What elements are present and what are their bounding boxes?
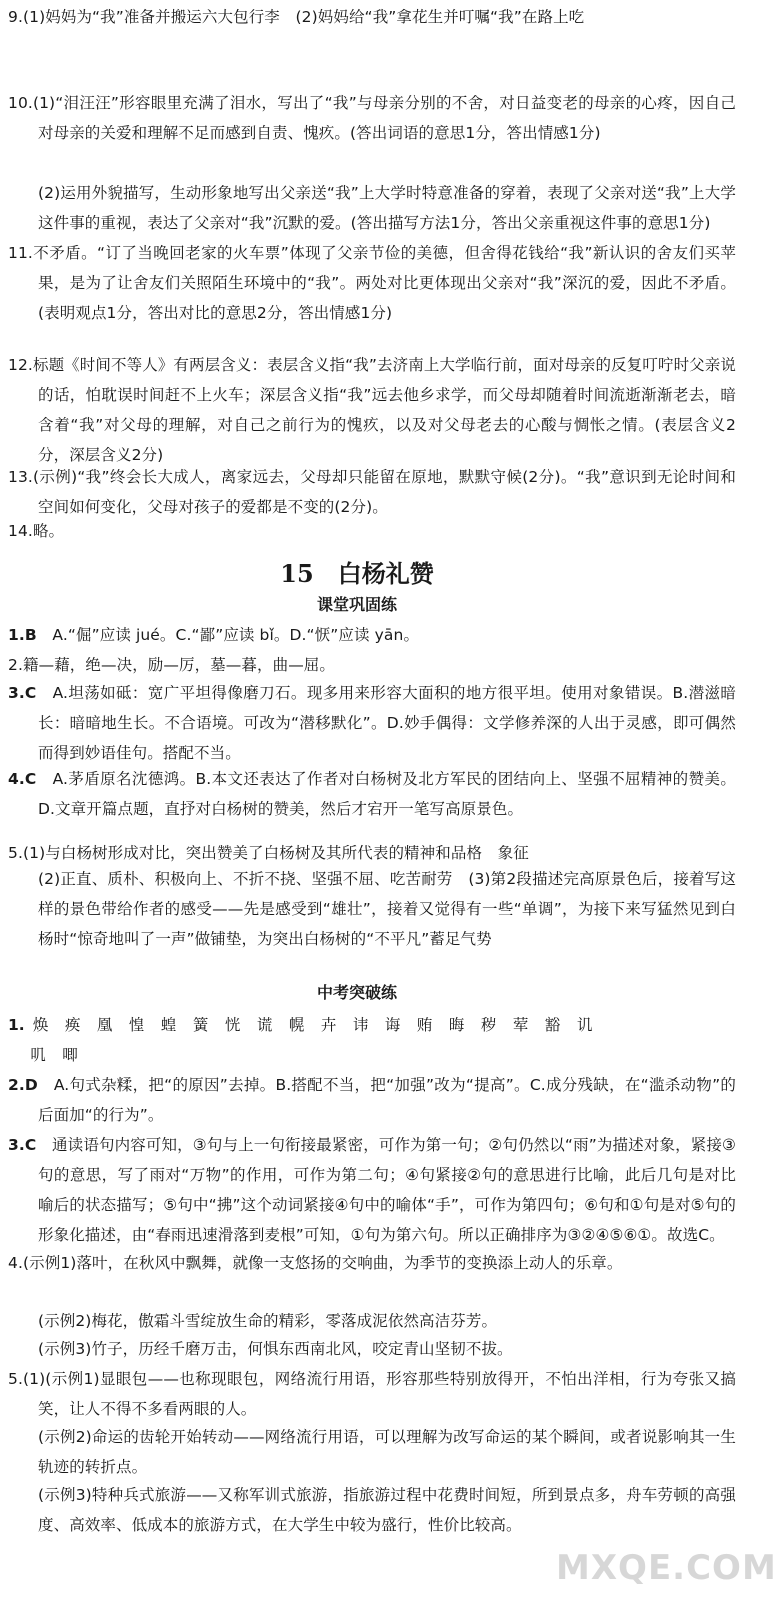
lesson-answer-2: 2.籍—藉，绝—决，励—厉，墓—暮，曲—屈。	[8, 656, 335, 674]
answer-number: 3.C	[8, 684, 37, 702]
exam-answer-4-1: 4.(示例1)落叶，在秋风中飘舞，就像一支悠扬的交响曲，为季节的变换添上动人的乐章。	[8, 1254, 623, 1272]
lesson-answer-4	[8, 764, 736, 824]
exam-answer-4-2: (示例2)梅花，傲霜斗雪绽放生命的精彩，零落成泥依然高洁芬芳。	[38, 1312, 498, 1330]
char: 蝗	[160, 1016, 177, 1034]
lesson-answer-5-2: (2)正直、质朴、积极向上、不折不挠、坚强不屈、吃苦耐劳 (3)第2段描述完高原景色后，接着写这样的景色带给作者的感受——先是感受到“雄壮”，接着又觉得有一些“单调”，为接下来写猛然见到白杨时“惊奇地叫了一声”做铺垫，为突出白杨树的“不平凡”蓄足气势	[38, 870, 736, 948]
answer-number: 4.C	[8, 770, 37, 788]
char: 唧	[62, 1046, 78, 1064]
answer-text: A.坦荡如砥：宽广平坦得像磨刀石。现多用来形容大面积的地方很平坦。使用对象错误。B.潜滋暗长：暗暗地生长。不合语境。可改为“潜移默化”。D.妙手偶得：文学修养深的人出于灵感，即可偶然而得到妙语佳句。搭配不当。	[38, 684, 736, 762]
char: 谎	[256, 1016, 273, 1034]
char: 秽	[480, 1016, 497, 1034]
char: 叽	[30, 1046, 46, 1064]
exam-answer-4-3: (示例3)竹子，历经千磨万击，何惧东西南北风，咬定青山坚韧不拔。	[38, 1340, 513, 1358]
char: 痪	[64, 1016, 81, 1034]
char: 幌	[288, 1016, 305, 1034]
answer-10-2: (2)运用外貌描写，生动形象地写出父亲送“我”上大学时特意准备的穿着，表现了父亲对送“我”上大学这件事的重视，表达了父亲对“我”沉默的爱。(答出描写方法1分，答出父亲重视这件事的意思1分)	[38, 184, 736, 232]
answer-10-1: 10.(1)“泪汪汪”形容眼里充满了泪水，写出了“我”与母亲分别的不舍，对日益变老的母亲的心疼，因自己对母亲的关爱和理解不足而感到自责、愧疚。(答出词语的意思1分，答出情感1分)	[8, 94, 736, 142]
char: 簧	[192, 1016, 209, 1034]
lesson-title: 15 白杨礼赞	[280, 559, 434, 588]
char: 焕	[32, 1016, 49, 1034]
char: 讳	[352, 1016, 369, 1034]
answer-text: 通读语句内容可知，③句与上一句衔接最紧密，可作为第一句；②句仍然以“雨”为描述对象，紧接③句的意思，写了雨对“万物”的作用，可作为第二句；④句紧接②句的意思进行比喻，此后几句是对比喻后的状态描写；⑤句中“拂”这个动词紧接④句中的喻体“手”，可作为第四句；⑥句和①句是对⑤句的形象化描述，由“春雨迅速滑落到麦根”可知，①句为第六句。所以正确排序为③②④⑤⑥①。故选C。	[38, 1136, 736, 1244]
char: 荤	[512, 1016, 529, 1034]
exam-answer-1	[8, 1010, 706, 1070]
answer-9: 9.(1)妈妈为“我”准备并搬运六大包行李 (2)妈妈给“我”拿花生并叮嘱“我”在路上吃	[8, 8, 585, 26]
answer-number: 1.B	[8, 626, 37, 644]
answer-number: 1.	[8, 1016, 25, 1034]
answer-14: 14.略。	[8, 522, 65, 540]
watermark-logo: MXQE.COM	[556, 1548, 777, 1588]
section-heading-exam-breakthrough: 中考突破练	[316, 983, 397, 1002]
exam-answer-5-3: (示例3)特种兵式旅游——又称军训式旅游，指旅游过程中花费时间短，所到景点多，舟车劳顿的高强度、高效率、低成本的旅游方式，在大学生中较为盛行，性价比较高。	[38, 1486, 736, 1534]
char: 惶	[128, 1016, 145, 1034]
lesson-answer-3	[8, 678, 736, 768]
char: 卉	[320, 1016, 337, 1034]
answer-number: 3.C	[8, 1136, 37, 1154]
char: 诲	[384, 1016, 401, 1034]
exam-answer-3	[8, 1130, 736, 1250]
char: 晦	[448, 1016, 465, 1034]
answer-text: A.“倔”应读 jué。C.“鄙”应读 bǐ。D.“恹”应读 yān。	[52, 626, 420, 644]
answer-text: A.茅盾原名沈德鸿。B.本文还表达了作者对白杨树及北方军民的团结向上、坚强不屈精神的赞美。D.文章开篇点题，直抒对白杨树的赞美，然后才宕开一笔写高原景色。	[38, 770, 736, 818]
answer-12: 12.标题《时间不等人》有两层含义：表层含义指“我”去济南上大学临行前，面对母亲的反复叮咛时父亲说的话，怕耽误时间赶不上火车；深层含义指“我”远去他乡求学，而父母却随着时间流逝渐渐老去，暗含着“我”对父母的理解，对自己之前行为的愧疚，以及对父母老去的心酸与惆怅之情。(表层含义2分，深层含义2分)	[8, 356, 736, 464]
char: 凰	[96, 1016, 113, 1034]
lesson-answer-5-1: 5.(1)与白杨树形成对比，突出赞美了白杨树及其所代表的精神和品格 象征	[8, 844, 529, 862]
answer-number: 2.D	[8, 1076, 38, 1094]
char: 豁	[544, 1016, 561, 1034]
char: 讥	[576, 1016, 593, 1034]
answer-text: A.句式杂糅，把“的原因”去掉。B.搭配不当，把“加强”改为“提高”。C.成分残缺，在“滥杀动物”的后面加“的行为”。	[38, 1076, 736, 1124]
exam-answer-2	[8, 1070, 736, 1130]
answer-11: 11.不矛盾。“订了当晚回老家的火车票”体现了父亲节俭的美德，但舍得花钱给“我”新认识的舍友们买苹果，是为了让舍友们关照陌生环境中的“我”。两处对比更体现出父亲对“我”深沉的爱，因此不矛盾。(表明观点1分，答出对比的意思2分，答出情感1分)	[8, 244, 736, 322]
exam-answer-5-2: (示例2)命运的齿轮开始转动——网络流行用语，可以理解为改写命运的某个瞬间，或者说影响其一生轨迹的转折点。	[38, 1428, 736, 1476]
char: 恍	[224, 1016, 241, 1034]
section-heading-class-practice: 课堂巩固练	[316, 595, 397, 614]
exam-answer-5-1: 5.(1)(示例1)显眼包——也称现眼包，网络流行用语，形容那些特别放得开，不怕出洋相，行为夸张又搞笑，让人不得不多看两眼的人。	[8, 1370, 736, 1418]
lesson-answer-1	[8, 620, 736, 650]
char: 贿	[416, 1016, 433, 1034]
answer-13: 13.(示例)“我”终会长大成人，离家远去，父母却只能留在原地，默默守候(2分)。“我”意识到无论时间和空间如何变化，父母对孩子的爱都是不变的(2分)。	[8, 468, 736, 516]
